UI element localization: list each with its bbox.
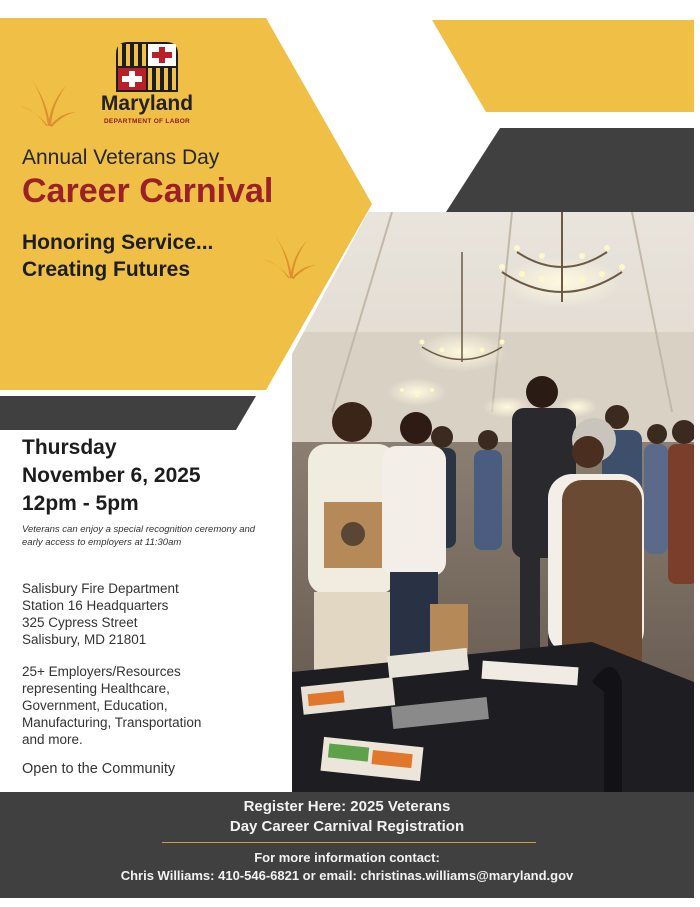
employers-line: representing Healthcare, [22, 681, 170, 696]
address-line: Salisbury Fire Department [22, 581, 179, 596]
dark-corner-band [446, 128, 694, 212]
footer-divider [162, 842, 536, 843]
career-fair-photo-art [292, 212, 694, 792]
employers-line: Government, Education, [22, 698, 168, 713]
employers-info [22, 663, 282, 748]
employers-line: and more. [22, 732, 83, 747]
career-fair-photo [292, 212, 694, 792]
employers-line: 25+ Employers/Resources [22, 664, 181, 679]
event-date: November 6, 2025 [22, 464, 201, 487]
tagline-line2: Creating Futures [22, 258, 191, 281]
event-address [22, 580, 282, 648]
early-access-note: Veterans can enjoy a special recognition ceremony and early access to employers at 11:30am [22, 524, 256, 548]
tagline [22, 229, 322, 283]
contact-details[interactable]: Chris Williams: 410-546-6821 or email: christinas.williams@maryland.gov [120, 868, 574, 883]
wheat-sprig-icon [18, 72, 78, 128]
maryland-labor-logo [86, 40, 208, 132]
employers-line: Manufacturing, Transportation [22, 715, 202, 730]
event-title-line1: Annual Veterans Day [22, 146, 220, 169]
maryland-flag-icon [110, 40, 184, 92]
event-datetime [22, 434, 282, 518]
event-day: Thursday [22, 436, 117, 459]
dark-divider-band [0, 396, 256, 430]
registration-link[interactable]: Day Career Carnival Registration [229, 818, 465, 835]
community-note: Open to the Community [22, 761, 176, 777]
address-line: Salisbury, MD 21801 [22, 632, 147, 647]
event-title-line2: Career Carnival [22, 172, 274, 210]
registration-link[interactable]: Register Here: 2025 Veterans [243, 798, 451, 815]
org-name: Maryland [100, 92, 194, 115]
tagline-line1: Honoring Service... [22, 231, 214, 254]
address-line: Station 16 Headquarters [22, 598, 169, 613]
contact-heading: For more information contact: [254, 850, 440, 865]
gold-corner-band [432, 20, 694, 112]
address-line: 325 Cypress Street [22, 615, 138, 630]
event-time: 12pm - 5pm [22, 492, 139, 515]
footer-bar [0, 792, 694, 898]
org-subtitle: DEPARTMENT OF LABOR [103, 118, 191, 125]
